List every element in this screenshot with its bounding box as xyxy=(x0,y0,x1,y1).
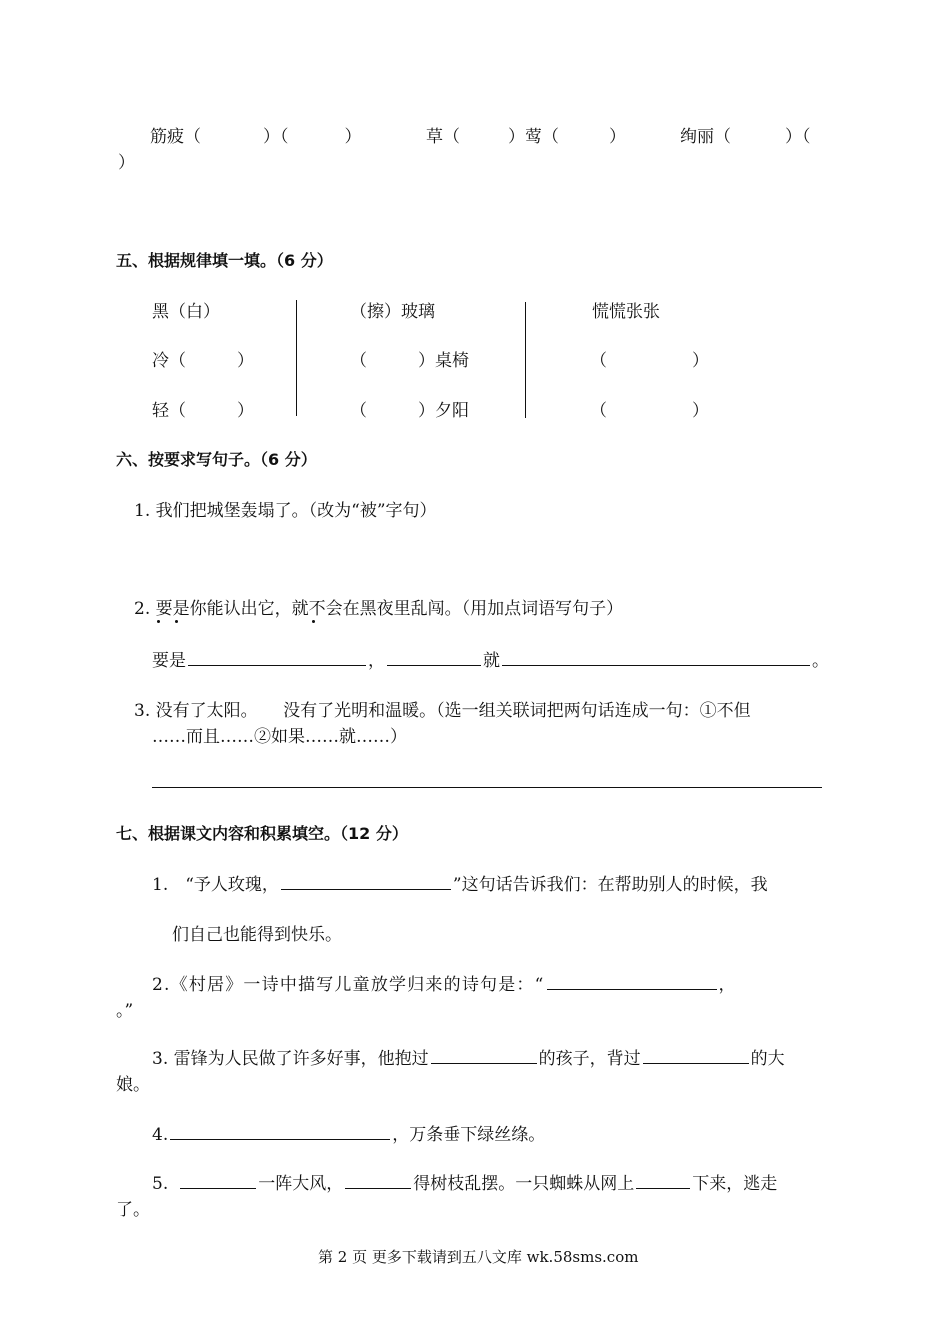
answer-blank[interactable] xyxy=(345,1171,411,1189)
s7-question-5 xyxy=(152,1169,777,1194)
answer-blank[interactable] xyxy=(636,1171,690,1189)
s6-question-3-line2: ……而且……②如果……就……） xyxy=(152,727,407,747)
word-cao-open: 草（ xyxy=(426,127,460,147)
q5-part-b: 一阵大风， xyxy=(258,1174,344,1194)
emphasis-dot xyxy=(175,620,178,623)
answer-blank[interactable] xyxy=(643,1046,749,1064)
q1-prefix: 1. “予人玫瑰， xyxy=(152,875,279,895)
s5-col3-row1: 慌慌张张 xyxy=(592,302,660,322)
s7-question-3 xyxy=(152,1044,785,1069)
q3-middle: 的孩子，背过 xyxy=(538,1049,641,1069)
word-jinpi-end: ） xyxy=(344,127,362,147)
s5-col2-row1: （擦）玻璃 xyxy=(350,302,435,322)
fill-label-jiu: 就 xyxy=(483,651,500,671)
s7-question-4 xyxy=(152,1120,545,1145)
answer-blank[interactable] xyxy=(502,648,810,666)
word-wrap-paren: ） xyxy=(118,153,135,173)
answer-blank[interactable] xyxy=(547,972,717,990)
q4-number: 4. xyxy=(152,1125,169,1145)
fill-label-yaoshi: 要是 xyxy=(152,651,186,671)
s6-question-3-line1: 3. 没有了太阳。 没有了光明和温暖。（选一组关联词把两句话连成一句：①不但 xyxy=(134,701,751,721)
section6-heading: 六、按要求写句子。（6 分） xyxy=(116,450,317,469)
q3-suffix: 的大 xyxy=(750,1049,785,1069)
s5-col3-row2: （ ） xyxy=(590,351,709,371)
s5-col2-row2: （ ）桌椅 xyxy=(350,351,469,371)
q5-part-d: 下来，逃走 xyxy=(692,1174,778,1194)
s6-question-1: 1. 我们把城堡轰塌了。（改为“被”字句） xyxy=(134,501,437,521)
fill-period: 。 xyxy=(812,651,829,671)
section7-heading: 七、根据课文内容和积累填空。（12 分） xyxy=(116,824,408,843)
answer-line[interactable] xyxy=(152,787,822,788)
s5-col3-row3: （ ） xyxy=(590,401,709,421)
s7-question-1-line2: 们自己也能得到快乐。 xyxy=(172,925,342,945)
q4-word-line xyxy=(150,122,362,147)
emphasis-dot xyxy=(157,620,160,623)
s7-question-2 xyxy=(152,970,737,995)
word-cao xyxy=(426,122,626,147)
s7-question-5-line2: 了。 xyxy=(116,1200,150,1220)
q3-prefix: 3. 雷锋为人民做了许多好事，他抱过 xyxy=(152,1049,429,1069)
q2-prefix: 2.《村居》一诗中描写儿童放学归来的诗句是：“ xyxy=(152,975,545,995)
s7-question-3-line2: 娘。 xyxy=(116,1075,150,1095)
word-xuanli xyxy=(680,122,811,147)
answer-blank[interactable] xyxy=(281,872,451,890)
s7-question-1 xyxy=(152,870,768,895)
s6-q2-fill-line xyxy=(152,646,829,671)
word-xuanli-open: 绚丽（ xyxy=(680,127,731,147)
answer-blank[interactable] xyxy=(188,648,366,666)
q4-suffix: ，万条垂下绿丝绦。 xyxy=(392,1125,546,1145)
q2-comma: ， xyxy=(718,975,737,995)
q5-number: 5. xyxy=(152,1174,169,1194)
answer-blank[interactable] xyxy=(387,648,481,666)
q5-part-c: 得树枝乱摆。一只蜘蛛从网上 xyxy=(413,1174,635,1194)
section5-heading: 五、根据规律填一填。（6 分） xyxy=(116,251,333,270)
word-jinpi-mid: ）（ xyxy=(263,127,289,147)
answer-blank[interactable] xyxy=(170,1122,390,1140)
emphasis-dot xyxy=(312,620,315,623)
column-divider-2 xyxy=(525,302,526,418)
word-ying-end: ） xyxy=(609,127,626,147)
q1-suffix: ”这句话告诉我们：在帮助别人的时候，我 xyxy=(452,875,768,895)
s5-col1-row1: 黑（白） xyxy=(152,302,220,322)
s5-col1-row3: 轻（ ） xyxy=(152,401,254,421)
s5-col1-row2: 冷（ ） xyxy=(152,351,254,371)
s7-question-2-line2: 。” xyxy=(116,1001,134,1021)
answer-blank[interactable] xyxy=(180,1171,256,1189)
word-ying: ）莺（ xyxy=(508,127,559,147)
answer-blank[interactable] xyxy=(431,1046,537,1064)
column-divider-1 xyxy=(296,300,297,416)
page-footer: 第 2 页 更多下载请到五八文库 wk.58sms.com xyxy=(318,1248,639,1266)
s6-question-2: 2. 要是你能认出它，就不会在黑夜里乱闯。（用加点词语写句子） xyxy=(134,599,624,619)
s5-col2-row3: （ ）夕阳 xyxy=(350,401,469,421)
fill-comma: ， xyxy=(368,651,385,671)
word-jinpi: 筋疲（ xyxy=(150,127,201,147)
word-xuanli-mid: ）（ xyxy=(785,127,811,147)
